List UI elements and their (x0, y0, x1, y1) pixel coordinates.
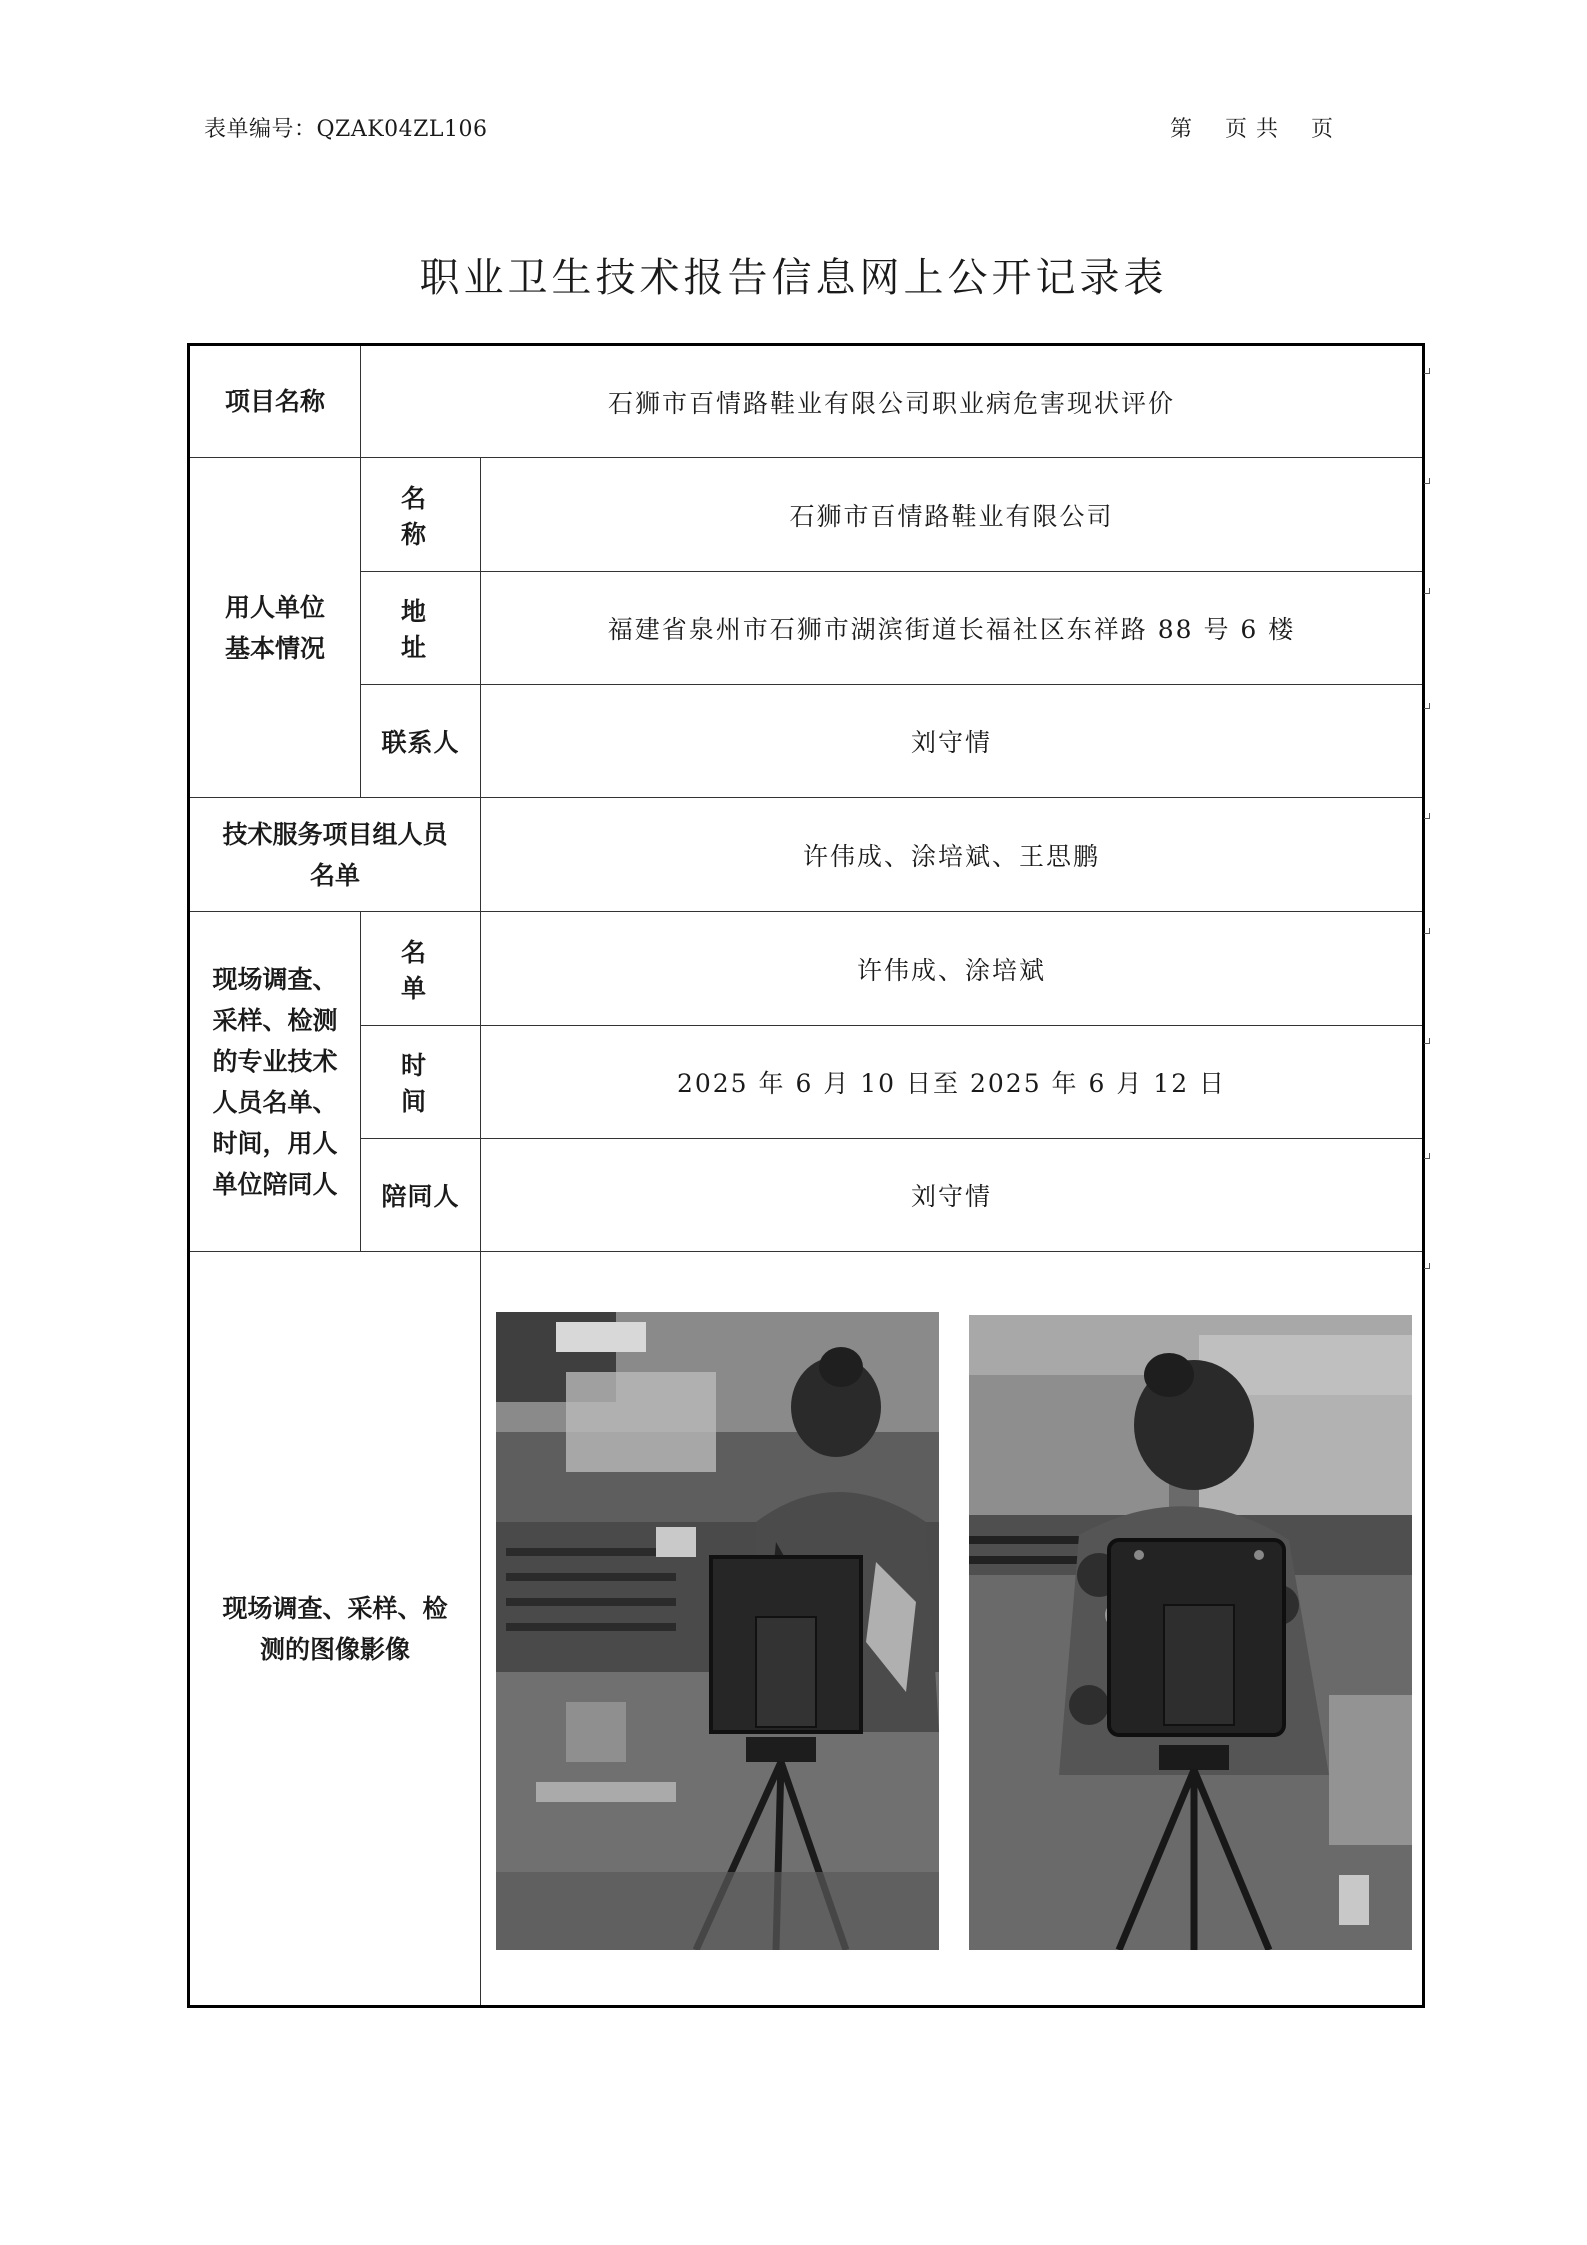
onsite-list-value: 许伟成、涂培斌 (481, 912, 1424, 1026)
employer-contact-label: 联系人 (361, 685, 481, 798)
employer-label-line2: 基本情况 (224, 633, 325, 663)
onsite-label-line1: 现场调查、 (212, 964, 338, 994)
page-counter: 第 页 共 页 (1170, 117, 1334, 142)
onsite-photo-2 (969, 1315, 1412, 1950)
onsite-images-cell (481, 1252, 1424, 2007)
onsite-personnel-label (189, 912, 361, 1252)
team-members-label (189, 798, 481, 912)
edge-mark (1424, 1263, 1430, 1269)
onsite-escort-row (189, 1139, 1424, 1252)
project-name-value: 石狮市百情路鞋业有限公司职业病危害现状评价 (361, 345, 1424, 458)
document-title: 职业卫生技术报告信息网上公开记录表 (419, 255, 1168, 301)
edge-mark (1424, 368, 1430, 374)
employer-name-row (189, 458, 1424, 572)
edge-mark (1424, 588, 1430, 594)
onsite-list-label: 名 单 (361, 912, 481, 1026)
team-members-value: 许伟成、涂培斌、王思鹏 (481, 798, 1424, 912)
employer-address-row (189, 572, 1424, 685)
edge-mark (1424, 813, 1430, 819)
onsite-label-line3: 的专业技术 (212, 1046, 338, 1076)
team-label-line1: 技术服务项目组人员 (222, 819, 448, 849)
onsite-time-label: 时 间 (361, 1026, 481, 1139)
onsite-label-line2: 采样、检测 (212, 1005, 338, 1035)
onsite-label-line6: 单位陪同人 (212, 1169, 338, 1199)
project-row (189, 345, 1424, 458)
onsite-escort-value: 刘守情 (481, 1139, 1424, 1252)
employer-contact-value: 刘守情 (481, 685, 1424, 798)
onsite-label-line5: 时间，用人 (212, 1128, 338, 1158)
project-name-label: 项目名称 (189, 345, 361, 458)
images-row (189, 1252, 1424, 2007)
onsite-list-row (189, 912, 1424, 1026)
images-label-line2: 测的图像影像 (259, 1634, 410, 1664)
scan-edge-marks (1424, 343, 1430, 2005)
employer-label-line1: 用人单位 (224, 592, 325, 622)
employer-name-label: 名 称 (361, 458, 481, 572)
onsite-time-row (189, 1026, 1424, 1139)
onsite-photo-1 (496, 1312, 939, 1950)
team-row (189, 798, 1424, 912)
onsite-images-label (189, 1252, 481, 2007)
edge-mark (1424, 928, 1430, 934)
edge-mark (1424, 478, 1430, 484)
onsite-time-value: 2025 年 6 月 10 日至 2025 年 6 月 12 日 (481, 1026, 1424, 1139)
onsite-escort-label: 陪同人 (361, 1139, 481, 1252)
employer-contact-row (189, 685, 1424, 798)
employer-address-value: 福建省泉州市石狮市湖滨街道长福社区东祥路 88 号 6 楼 (481, 572, 1424, 685)
onsite-label-line4: 人员名单、 (212, 1087, 338, 1117)
form-number: 表单编号：QZAK04ZL106 (204, 117, 488, 142)
images-label-line1: 现场调查、采样、检 (222, 1593, 448, 1623)
photo-area (481, 1252, 1422, 2005)
record-form-table (187, 343, 1425, 2008)
team-label-line2: 名单 (309, 860, 360, 890)
edge-mark (1424, 1038, 1430, 1044)
employer-basic-info-label (189, 458, 361, 798)
edge-mark (1424, 703, 1430, 709)
employer-name-value: 石狮市百情路鞋业有限公司 (481, 458, 1424, 572)
employer-address-label: 地 址 (361, 572, 481, 685)
edge-mark (1424, 1153, 1430, 1159)
